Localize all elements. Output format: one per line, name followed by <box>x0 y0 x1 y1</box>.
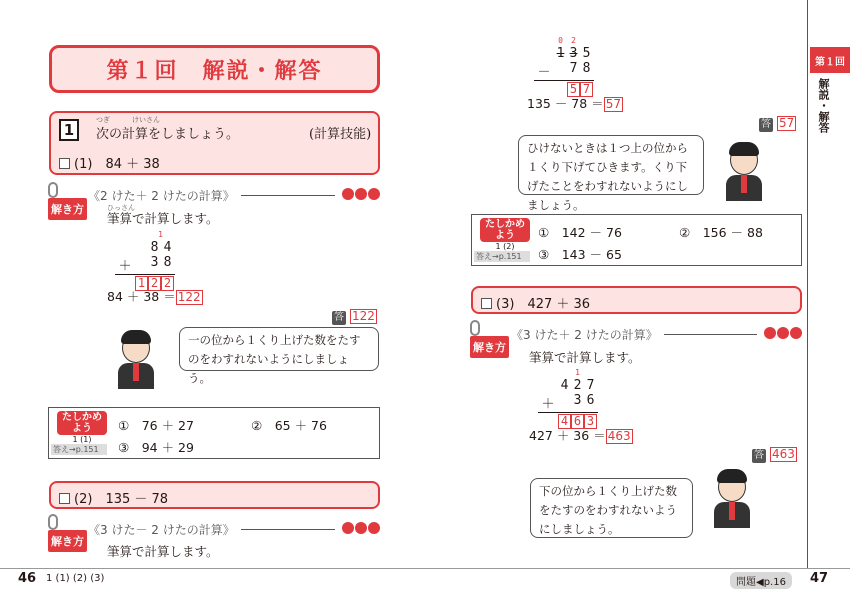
equation-2 <box>527 94 623 112</box>
equation-text: 427 ＋ 36 ＝ <box>529 428 606 443</box>
final-answer-3 <box>752 446 797 463</box>
level-dots-icon <box>341 522 380 537</box>
problem-1 <box>59 153 160 172</box>
subtitle <box>511 326 802 343</box>
equation-text: 135 － 78 ＝ <box>527 96 604 111</box>
page-title <box>49 45 380 93</box>
skill-label: (計算技能) <box>309 127 372 142</box>
borrow-digit: 2 <box>571 36 576 45</box>
ruby-text: つぎ <box>96 116 110 124</box>
digit: 1 <box>556 46 565 61</box>
column-calc-2 <box>534 36 594 97</box>
equation-answer: 57 <box>605 97 621 111</box>
subtitle-text: 《3 けた－ 2 けたの計算》 <box>88 523 235 537</box>
method-badge <box>470 320 509 358</box>
answer-digit: 2 <box>148 276 161 291</box>
footer-divider <box>0 568 850 569</box>
subtitle <box>88 187 380 204</box>
divider <box>664 334 757 335</box>
answer-digit: 6 <box>571 414 584 429</box>
problem-3-header <box>471 286 802 314</box>
paperclip-icon <box>470 320 480 336</box>
check-item: ② 156 － 88 <box>679 225 763 240</box>
equation-3 <box>529 426 633 444</box>
check-item: ① 142 － 76 <box>538 225 622 240</box>
digit: 3 <box>569 46 578 61</box>
carry-digit: 1 <box>158 230 163 239</box>
digit <box>558 393 571 412</box>
answer-mark-icon: 答 <box>761 119 771 130</box>
check-badge <box>53 411 107 455</box>
answer-digit: 3 <box>584 414 597 429</box>
section-number-box: 1 <box>59 119 79 141</box>
final-answer-value: 122 <box>351 309 375 323</box>
page-title-text: 第１回 解説・解答 <box>106 58 323 84</box>
method-label: 解き方 <box>470 336 509 358</box>
problem-expr: 135 － 78 <box>105 492 169 507</box>
check-item: ③ 94 ＋ 29 <box>118 440 194 455</box>
speech-bubble: ひけないときは１つ上の位から１くり下げてひきます。くり下げたことをわすれないようにしましょう。 <box>518 135 704 195</box>
answer-digit: 2 <box>161 276 174 291</box>
speech-bubble: 一の位から１くり上げた数をたすのをわすれないようにしましょう。 <box>179 327 379 371</box>
check-item: ① 76 ＋ 27 <box>118 418 194 433</box>
digit: 3 <box>150 255 159 270</box>
final-answer-1 <box>332 308 377 325</box>
method-text: 筆算で計算します。 <box>107 211 219 226</box>
final-answer-value: 463 <box>771 447 795 461</box>
level-dots-icon <box>341 188 380 203</box>
digit <box>135 255 148 274</box>
subtitle-text: 《3 けた＋ 2 けたの計算》 <box>511 328 658 342</box>
divider <box>241 529 335 530</box>
problem-label: (1) <box>74 157 93 172</box>
carry-digit: 1 <box>575 368 580 377</box>
digit: 7 <box>586 378 595 393</box>
checkbox-icon[interactable] <box>481 298 492 309</box>
equation-answer: 463 <box>607 429 631 443</box>
page-edge-line <box>807 0 808 568</box>
digit: 8 <box>163 255 172 270</box>
ruby-text: けいさん <box>132 116 160 124</box>
method-text: 筆算で計算します。 <box>529 350 641 365</box>
column-calc-3 <box>538 368 598 429</box>
final-answer-2 <box>759 115 796 132</box>
check-item: ② 65 ＋ 76 <box>251 418 327 433</box>
answer-ref: 答え→p.151 <box>51 444 107 455</box>
check-item: ③ 143 － 65 <box>538 247 622 262</box>
digit: 5 <box>582 46 591 61</box>
teacher-illustration <box>712 472 752 528</box>
digit: 4 <box>560 378 569 393</box>
teacher-illustration <box>116 333 156 389</box>
borrow-digit: 0 <box>558 36 563 45</box>
digit: 7 <box>569 61 578 76</box>
method-badge <box>48 514 87 552</box>
answer-digit: 7 <box>580 82 593 97</box>
divider <box>241 195 335 196</box>
problem-label: (3) <box>496 297 515 312</box>
method-text: 筆算で計算します。 <box>107 544 219 559</box>
method-badge <box>48 182 87 220</box>
method-label: 解き方 <box>48 198 87 220</box>
check-badge <box>476 218 530 262</box>
check-label: たしかめよう <box>57 411 107 435</box>
side-tab[interactable]: 第１回 <box>810 47 850 73</box>
digit: 2 <box>573 378 582 393</box>
section-number <box>59 119 79 141</box>
side-label: 解説・解答 <box>817 78 830 133</box>
ruby-text: ひっさん <box>107 204 135 212</box>
checkbox-icon[interactable] <box>59 493 70 504</box>
page-number-right: 47 <box>810 571 829 586</box>
answer-ref: 答え→p.151 <box>474 251 530 262</box>
equation-text: 84 ＋ 38 ＝ <box>107 289 176 304</box>
method-label: 解き方 <box>48 530 87 552</box>
check-box <box>48 407 380 459</box>
digit: 8 <box>150 240 159 255</box>
digit <box>554 61 567 80</box>
paperclip-icon <box>48 514 58 530</box>
problem-link[interactable]: 問題◀p.16 <box>730 572 792 589</box>
speech-bubble: 下の位から１くり上げた数をたすのをわすれないようにしましょう。 <box>530 478 693 538</box>
answer-digit: 1 <box>135 276 148 291</box>
digit: 4 <box>163 240 172 255</box>
problem-expr: 84 ＋ 38 <box>105 157 160 172</box>
subtitle <box>88 521 380 538</box>
subtitle-text: 《2 けた＋ 2 けたの計算》 <box>88 189 235 203</box>
check-box <box>471 214 802 266</box>
teacher-illustration <box>724 145 764 201</box>
equation-answer: 122 <box>177 290 201 304</box>
equation-1 <box>107 287 203 305</box>
digit <box>135 240 148 255</box>
answer-digit: 4 <box>558 414 571 429</box>
digit: 3 <box>573 393 582 408</box>
digit: 8 <box>582 61 591 76</box>
answer-mark-icon: 答 <box>334 312 344 323</box>
digit: 6 <box>586 393 595 408</box>
operator: ＋ <box>541 397 555 412</box>
check-ref: 1 (1) <box>72 435 92 444</box>
final-answer-value: 57 <box>778 116 795 130</box>
check-ref: 1 (2) <box>495 242 515 251</box>
paperclip-icon <box>48 182 58 198</box>
page-number-left: 46 <box>18 571 37 586</box>
check-label: たしかめよう <box>480 218 530 242</box>
answer-digit: 5 <box>567 82 580 97</box>
section-header <box>49 111 380 175</box>
footer-refs: 1 (1) (2) (3) <box>46 573 105 584</box>
problem-2-header <box>49 481 380 509</box>
column-calc-1 <box>115 230 175 291</box>
problem-expr: 427 ＋ 36 <box>527 297 591 312</box>
problem-label: (2) <box>74 492 93 507</box>
checkbox-icon[interactable] <box>59 158 70 169</box>
level-dots-icon <box>763 327 802 342</box>
operator: ＋ <box>118 259 132 274</box>
instruction-text: 次の計算をしましょう。 <box>96 127 240 142</box>
operator: － <box>537 65 551 80</box>
answer-mark-icon: 答 <box>754 450 764 461</box>
